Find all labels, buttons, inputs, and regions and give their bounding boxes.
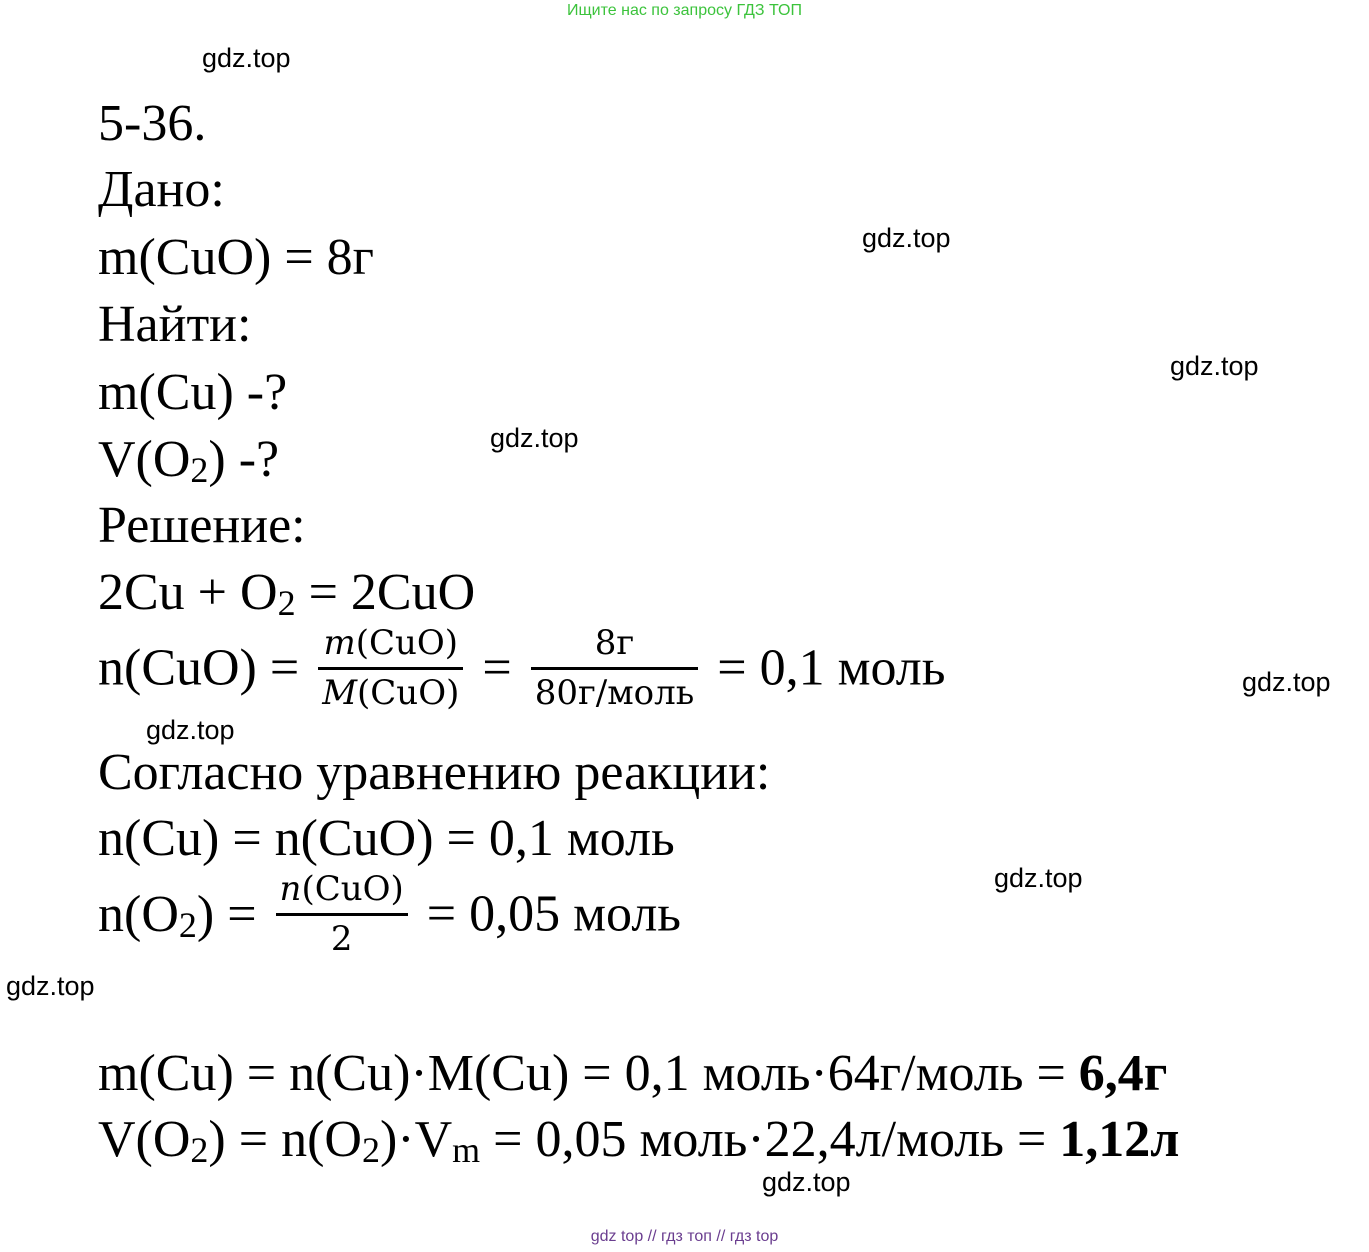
footer: gdz top // гдз топ // гдз top xyxy=(590,1228,779,1245)
mass-cu-calculation: m(Cu) = n(Cu)·M(Cu) = 0,1 моль·64г/моль = 6,4г xyxy=(98,1045,1168,1102)
watermark: gdz.top xyxy=(490,423,579,453)
fraction-m-over-M: $\frac{\text{m(CuO)}}{\text{M(CuO)}}$ xyxy=(318,624,463,713)
problem-number: 5-36. xyxy=(98,95,207,152)
watermark: gdz.top xyxy=(1242,667,1331,697)
find-volume-o2: $V(O_2)$ -? xyxy=(98,431,280,490)
n-o2-equation: $n(O_2)$ = $\frac{\text{n(CuO)}}{2}$ = 0,05 моль xyxy=(98,869,681,960)
footer-link-3[interactable]: гдз top xyxy=(729,1228,779,1245)
n-cu-equation: n(Cu) = n(CuO) = 0,1 моль xyxy=(98,810,675,867)
watermark: gdz.top xyxy=(202,43,291,73)
n-cuo-equation: n(CuO) = $\frac{\text{m(CuO)}}{\text{M(CuO)}}$ = $\frac{8г}{\text{80г/моль}}$ = 0,1 моль xyxy=(98,623,946,714)
watermark: gdz.top xyxy=(1170,351,1259,381)
watermark: gdz.top xyxy=(6,971,95,1001)
solution-label: Решение: xyxy=(98,497,306,554)
given-label: Дано: xyxy=(98,161,225,218)
watermark: gdz.top xyxy=(762,1167,851,1197)
top-banner: Ищите нас по запросу ГДЗ ТОП xyxy=(567,2,802,19)
given-mass-cuo: m(CuO) = 8г xyxy=(98,229,374,286)
watermark: gdz.top xyxy=(994,863,1083,893)
volume-o2-calculation: $V(O_2) = n(O_2)\cdot V_m = 0,05$ моль·22,4л/моль = 1,12л xyxy=(98,1111,1180,1170)
watermark: gdz.top xyxy=(862,223,951,253)
fraction-n-over-2: $\frac{\text{n(CuO)}}{2}$ xyxy=(276,870,408,959)
answer-volume-o2: 1,12л xyxy=(1059,1111,1180,1168)
answer-mass-cu: 6,4г xyxy=(1078,1045,1168,1102)
footer-link-2[interactable]: гдз топ xyxy=(661,1228,712,1245)
fraction-8g-over-80: $\frac{8г}{\text{80г/моль}}$ xyxy=(531,624,699,713)
according-to-reaction: Согласно уравнению реакции: xyxy=(98,744,771,801)
find-label: Найти: xyxy=(98,296,252,353)
footer-link-1[interactable]: gdz top xyxy=(590,1228,644,1245)
reaction-equation: $2Cu + O_2 = 2CuO$ xyxy=(98,564,476,623)
find-mass-cu: m(Cu) -? xyxy=(98,364,288,421)
watermark: gdz.top xyxy=(146,715,235,745)
